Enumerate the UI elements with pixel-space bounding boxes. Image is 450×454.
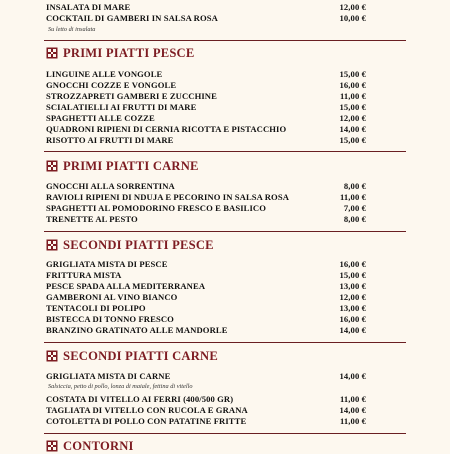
menu-item <box>46 281 366 291</box>
item-name: SCIALATIELLI AI FRUTTI DI MARE <box>46 102 197 112</box>
section-heading-contorni <box>46 438 134 454</box>
menu-item <box>46 181 366 191</box>
item-price: 15,00 € <box>339 69 366 79</box>
section-title: SECONDI PIATTI PESCE <box>63 237 214 252</box>
item-name: FRITTURA MISTA <box>46 270 122 280</box>
menu-item <box>46 91 366 101</box>
menu-item <box>46 292 366 302</box>
item-price: 12,00 € <box>339 292 366 302</box>
section-divider <box>44 433 406 434</box>
item-name: COTOLETTA DI POLLO CON PATATINE FRITTE <box>46 416 247 426</box>
item-price: 11,00 € <box>339 192 366 202</box>
section-heading-primi-carne <box>46 158 199 174</box>
item-name: PESCE SPADA ALLA MEDITERRANEA <box>46 281 206 291</box>
menu-item <box>46 303 366 313</box>
ornament-emblem-icon <box>46 350 58 362</box>
item-price: 14,00 € <box>339 124 366 134</box>
menu-item <box>46 113 366 123</box>
menu-item <box>46 69 366 79</box>
section-divider <box>44 40 406 41</box>
section-heading-secondi-pesce <box>46 237 214 253</box>
item-name: RAVIOLI RIPIENI DI NDUJA E PECORINO IN SALSA ROSA <box>46 192 290 202</box>
item-price: 12,00 € <box>339 2 366 12</box>
item-name: COCKTAIL DI GAMBERI IN SALSA ROSA <box>46 13 218 23</box>
ornament-emblem-icon <box>46 160 58 172</box>
menu-item <box>46 270 366 280</box>
section-divider <box>44 342 406 343</box>
menu-item <box>46 80 366 90</box>
item-price: 11,00 € <box>339 91 366 101</box>
menu-item <box>46 314 366 324</box>
item-note: Su letto di insalata <box>48 26 96 33</box>
item-name: GRIGLIATA MISTA DI PESCE <box>46 259 168 269</box>
item-price: 13,00 € <box>339 281 366 291</box>
menu-item <box>46 214 366 224</box>
item-price: 8,00 € <box>343 214 366 224</box>
item-name: TAGLIATA DI VITELLO CON RUCOLA E GRANA <box>46 405 248 415</box>
menu-item <box>46 13 366 23</box>
item-price: 16,00 € <box>339 314 366 324</box>
section-divider <box>44 231 406 232</box>
menu-item <box>46 394 366 404</box>
item-price: 11,00 € <box>339 394 366 404</box>
item-name: LINGUINE ALLE VONGOLE <box>46 69 163 79</box>
item-price: 8,00 € <box>343 181 366 191</box>
item-price: 13,00 € <box>339 303 366 313</box>
item-price: 15,00 € <box>339 102 366 112</box>
item-name: SPAGHETTI AL POMODORINO FRESCO E BASILICO <box>46 203 267 213</box>
item-name: BISTECCA DI TONNO FRESCO <box>46 314 174 324</box>
item-name: GNOCCHI COZZE E VONGOLE <box>46 80 177 90</box>
menu-item <box>46 135 366 145</box>
item-price: 16,00 € <box>339 259 366 269</box>
menu-item <box>46 192 366 202</box>
item-price: 14,00 € <box>339 325 366 335</box>
section-title: CONTORNI <box>63 438 134 453</box>
item-name: GAMBERONI AL VINO BIANCO <box>46 292 178 302</box>
ornament-emblem-icon <box>46 440 58 452</box>
item-name: GRIGLIATA MISTA DI CARNE <box>46 371 171 381</box>
ornament-emblem-icon <box>46 47 58 59</box>
menu-item <box>46 2 366 12</box>
item-name: BRANZINO GRATINATO ALLE MANDORLE <box>46 325 228 335</box>
section-title: PRIMI PIATTI PESCE <box>63 45 195 60</box>
menu-item <box>46 416 366 426</box>
item-price: 14,00 € <box>339 371 366 381</box>
item-name: GNOCCHI ALLA SORRENTINA <box>46 181 175 191</box>
item-name: TRENETTE AL PESTO <box>46 214 138 224</box>
section-heading-primi-pesce <box>46 45 194 61</box>
item-price: 7,00 € <box>343 203 366 213</box>
item-name: RISOTTO AI FRUTTI DI MARE <box>46 135 174 145</box>
item-price: 14,00 € <box>339 405 366 415</box>
item-price: 15,00 € <box>339 270 366 280</box>
item-name: STROZZAPRETI GAMBERI E ZUCCHINE <box>46 91 217 101</box>
ornament-emblem-icon <box>46 239 58 251</box>
item-name: INSALATA DI MARE <box>46 2 131 12</box>
item-price: 10,00 € <box>339 13 366 23</box>
menu-item <box>46 259 366 269</box>
menu-item <box>46 102 366 112</box>
item-price: 11,00 € <box>339 416 366 426</box>
item-price: 16,00 € <box>339 80 366 90</box>
item-name: SPAGHETTI ALLE COZZE <box>46 113 155 123</box>
section-heading-secondi-carne <box>46 348 218 364</box>
item-note: Salsiccia, petto di pollo, lonza di maiale, fettina di vitello <box>48 383 193 390</box>
section-title: SECONDI PIATTI CARNE <box>63 348 218 363</box>
menu-item <box>46 405 366 415</box>
section-divider <box>44 151 406 152</box>
item-price: 15,00 € <box>339 135 366 145</box>
menu-item <box>46 124 366 134</box>
item-name: TENTACOLI DI POLIPO <box>46 303 146 313</box>
item-price: 12,00 € <box>339 113 366 123</box>
menu-item <box>46 203 366 213</box>
menu-item <box>46 325 366 335</box>
section-title: PRIMI PIATTI CARNE <box>63 158 199 173</box>
menu-item <box>46 371 366 381</box>
item-name: COSTATA DI VITELLO AI FERRI (400/500 GR) <box>46 394 234 404</box>
item-name: QUADRONI RIPIENI DI CERNIA RICOTTA E PISTACCHIO <box>46 124 287 134</box>
